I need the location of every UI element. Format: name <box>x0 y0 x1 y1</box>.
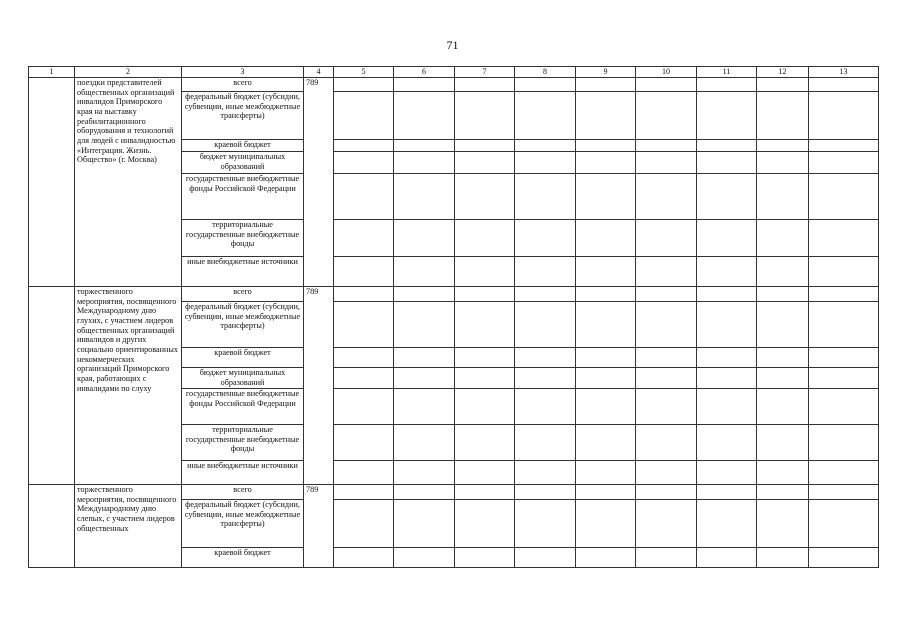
value-cell <box>809 461 879 485</box>
value-cell <box>394 287 455 302</box>
table-row <box>29 485 879 500</box>
value-cell <box>334 257 394 287</box>
value-cell <box>455 78 515 92</box>
value-cell <box>334 368 394 389</box>
value-cell <box>697 92 757 140</box>
value-cell <box>515 78 576 92</box>
value-cell <box>334 425 394 461</box>
value-cell <box>576 461 636 485</box>
page-number: 71 <box>446 38 459 52</box>
value-cell <box>334 485 394 500</box>
value-cell <box>697 461 757 485</box>
budget-code: 789 <box>304 287 334 485</box>
value-cell <box>636 485 697 500</box>
value-cell <box>697 152 757 174</box>
value-cell <box>455 461 515 485</box>
value-cell <box>576 485 636 500</box>
column-header: 8 <box>515 67 576 78</box>
value-cell <box>576 302 636 348</box>
funding-source: государственные внебюджетные фонды Российской Федерации <box>182 389 304 425</box>
value-cell <box>697 500 757 548</box>
row-index-cell <box>29 78 75 287</box>
value-cell <box>455 220 515 257</box>
value-cell <box>576 425 636 461</box>
value-cell <box>809 287 879 302</box>
value-cell <box>757 548 809 568</box>
value-cell <box>394 257 455 287</box>
funding-source: краевой бюджет <box>182 140 304 152</box>
value-cell <box>515 348 576 368</box>
value-cell <box>576 348 636 368</box>
value-cell <box>515 548 576 568</box>
value-cell <box>636 500 697 548</box>
budget-table <box>28 66 879 568</box>
value-cell <box>757 348 809 368</box>
value-cell <box>576 220 636 257</box>
value-cell <box>697 302 757 348</box>
value-cell <box>697 287 757 302</box>
value-cell <box>394 500 455 548</box>
value-cell <box>394 220 455 257</box>
value-cell <box>394 152 455 174</box>
value-cell <box>636 174 697 220</box>
value-cell <box>809 174 879 220</box>
column-header: 9 <box>576 67 636 78</box>
value-cell <box>636 92 697 140</box>
value-cell <box>515 174 576 220</box>
value-cell <box>757 174 809 220</box>
value-cell <box>809 302 879 348</box>
column-header: 1 <box>29 67 75 78</box>
column-header: 11 <box>697 67 757 78</box>
value-cell <box>809 78 879 92</box>
value-cell <box>636 78 697 92</box>
value-cell <box>515 368 576 389</box>
value-cell <box>697 257 757 287</box>
value-cell <box>455 368 515 389</box>
column-header: 5 <box>334 67 394 78</box>
funding-source: федеральный бюджет (субсидии, субвенции, иные межбюджетные трансферты) <box>182 500 304 548</box>
value-cell <box>757 78 809 92</box>
value-cell <box>636 220 697 257</box>
funding-source: всего <box>182 287 304 302</box>
funding-source: иные внебюджетные источники <box>182 257 304 287</box>
value-cell <box>394 485 455 500</box>
value-cell <box>757 140 809 152</box>
value-cell <box>394 389 455 425</box>
value-cell <box>757 368 809 389</box>
value-cell <box>394 78 455 92</box>
value-cell <box>697 140 757 152</box>
value-cell <box>809 500 879 548</box>
value-cell <box>636 461 697 485</box>
value-cell <box>576 174 636 220</box>
column-header: 10 <box>636 67 697 78</box>
value-cell <box>515 485 576 500</box>
value-cell <box>334 220 394 257</box>
value-cell <box>334 92 394 140</box>
value-cell <box>757 152 809 174</box>
funding-source: бюджет муниципальных образований <box>182 368 304 389</box>
value-cell <box>757 500 809 548</box>
value-cell <box>455 302 515 348</box>
value-cell <box>636 425 697 461</box>
value-cell <box>576 368 636 389</box>
value-cell <box>809 152 879 174</box>
value-cell <box>334 548 394 568</box>
funding-source: краевой бюджет <box>182 348 304 368</box>
funding-source: краевой бюджет <box>182 548 304 568</box>
value-cell <box>515 500 576 548</box>
value-cell <box>394 302 455 348</box>
column-header: 7 <box>455 67 515 78</box>
row-index-cell <box>29 287 75 485</box>
value-cell <box>809 485 879 500</box>
value-cell <box>334 461 394 485</box>
value-cell <box>515 389 576 425</box>
value-cell <box>697 389 757 425</box>
funding-source: территориальные государственные внебюджетные фонды <box>182 425 304 461</box>
value-cell <box>809 368 879 389</box>
value-cell <box>757 287 809 302</box>
value-cell <box>697 425 757 461</box>
value-cell <box>576 92 636 140</box>
value-cell <box>757 461 809 485</box>
funding-source: федеральный бюджет (субсидии, субвенции, иные межбюджетные трансферты) <box>182 92 304 140</box>
value-cell <box>576 78 636 92</box>
event-description: торжественного мероприятия, посвященного Международному дню глухих, с участием лидеров общественных организаций инвалидов и других социально ориентированных некоммерческих организаций Приморского края, работающих с инвалидами по слуху <box>75 287 182 485</box>
value-cell <box>515 257 576 287</box>
value-cell <box>334 500 394 548</box>
value-cell <box>809 348 879 368</box>
funding-source: иные внебюджетные источники <box>182 461 304 485</box>
column-header: 6 <box>394 67 455 78</box>
value-cell <box>576 548 636 568</box>
value-cell <box>576 257 636 287</box>
value-cell <box>757 92 809 140</box>
value-cell <box>809 140 879 152</box>
value-cell <box>334 78 394 92</box>
value-cell <box>334 174 394 220</box>
value-cell <box>757 220 809 257</box>
funding-source: территориальные государственные внебюджетные фонды <box>182 220 304 257</box>
value-cell <box>636 548 697 568</box>
table-row <box>29 287 879 302</box>
value-cell <box>636 152 697 174</box>
funding-source: бюджет муниципальных образований <box>182 152 304 174</box>
value-cell <box>576 287 636 302</box>
value-cell <box>576 140 636 152</box>
value-cell <box>394 368 455 389</box>
table-row <box>29 78 879 92</box>
funding-source: всего <box>182 485 304 500</box>
row-index-cell <box>29 485 75 568</box>
value-cell <box>697 220 757 257</box>
value-cell <box>576 500 636 548</box>
value-cell <box>697 174 757 220</box>
event-description: поездки представителей общественных организаций инвалидов Приморского края на выставку реабилитационного оборудования и технологий для людей с инвалидностью «Интеграция. Жизнь. Общество» (г. Москва) <box>75 78 182 287</box>
value-cell <box>334 348 394 368</box>
value-cell <box>334 389 394 425</box>
table-body <box>29 78 879 568</box>
value-cell <box>809 389 879 425</box>
funding-source: всего <box>182 78 304 92</box>
value-cell <box>809 257 879 287</box>
value-cell <box>809 220 879 257</box>
value-cell <box>394 140 455 152</box>
value-cell <box>394 425 455 461</box>
value-cell <box>757 302 809 348</box>
value-cell <box>515 140 576 152</box>
value-cell <box>576 389 636 425</box>
value-cell <box>455 485 515 500</box>
value-cell <box>757 485 809 500</box>
value-cell <box>697 485 757 500</box>
value-cell <box>455 174 515 220</box>
value-cell <box>757 425 809 461</box>
value-cell <box>515 220 576 257</box>
value-cell <box>697 78 757 92</box>
value-cell <box>455 287 515 302</box>
value-cell <box>394 92 455 140</box>
funding-source: федеральный бюджет (субсидии, субвенции, иные межбюджетные трансферты) <box>182 302 304 348</box>
value-cell <box>809 92 879 140</box>
column-header: 4 <box>304 67 334 78</box>
value-cell <box>455 500 515 548</box>
value-cell <box>394 461 455 485</box>
column-header: 3 <box>182 67 304 78</box>
value-cell <box>757 257 809 287</box>
value-cell <box>636 257 697 287</box>
event-description: торжественного мероприятия, посвященного Международному дню слепых, с участием лидеров общественных <box>75 485 182 568</box>
value-cell <box>636 302 697 348</box>
column-header: 12 <box>757 67 809 78</box>
value-cell <box>515 152 576 174</box>
value-cell <box>334 302 394 348</box>
value-cell <box>334 140 394 152</box>
value-cell <box>757 389 809 425</box>
value-cell <box>697 348 757 368</box>
value-cell <box>394 174 455 220</box>
value-cell <box>576 152 636 174</box>
value-cell <box>455 140 515 152</box>
value-cell <box>809 548 879 568</box>
value-cell <box>515 425 576 461</box>
column-header: 13 <box>809 67 879 78</box>
value-cell <box>697 368 757 389</box>
value-cell <box>636 287 697 302</box>
value-cell <box>455 152 515 174</box>
value-cell <box>809 425 879 461</box>
budget-code: 789 <box>304 485 334 568</box>
value-cell <box>394 548 455 568</box>
value-cell <box>515 461 576 485</box>
value-cell <box>455 425 515 461</box>
value-cell <box>636 389 697 425</box>
value-cell <box>455 348 515 368</box>
value-cell <box>697 548 757 568</box>
value-cell <box>515 287 576 302</box>
budget-code: 789 <box>304 78 334 287</box>
column-number-row <box>29 67 879 78</box>
value-cell <box>334 152 394 174</box>
funding-source: государственные внебюджетные фонды Российской Федерации <box>182 174 304 220</box>
value-cell <box>455 389 515 425</box>
value-cell <box>455 548 515 568</box>
value-cell <box>636 368 697 389</box>
value-cell <box>515 92 576 140</box>
value-cell <box>394 348 455 368</box>
value-cell <box>636 348 697 368</box>
value-cell <box>455 257 515 287</box>
value-cell <box>334 287 394 302</box>
value-cell <box>455 92 515 140</box>
value-cell <box>636 140 697 152</box>
column-header: 2 <box>75 67 182 78</box>
value-cell <box>515 302 576 348</box>
